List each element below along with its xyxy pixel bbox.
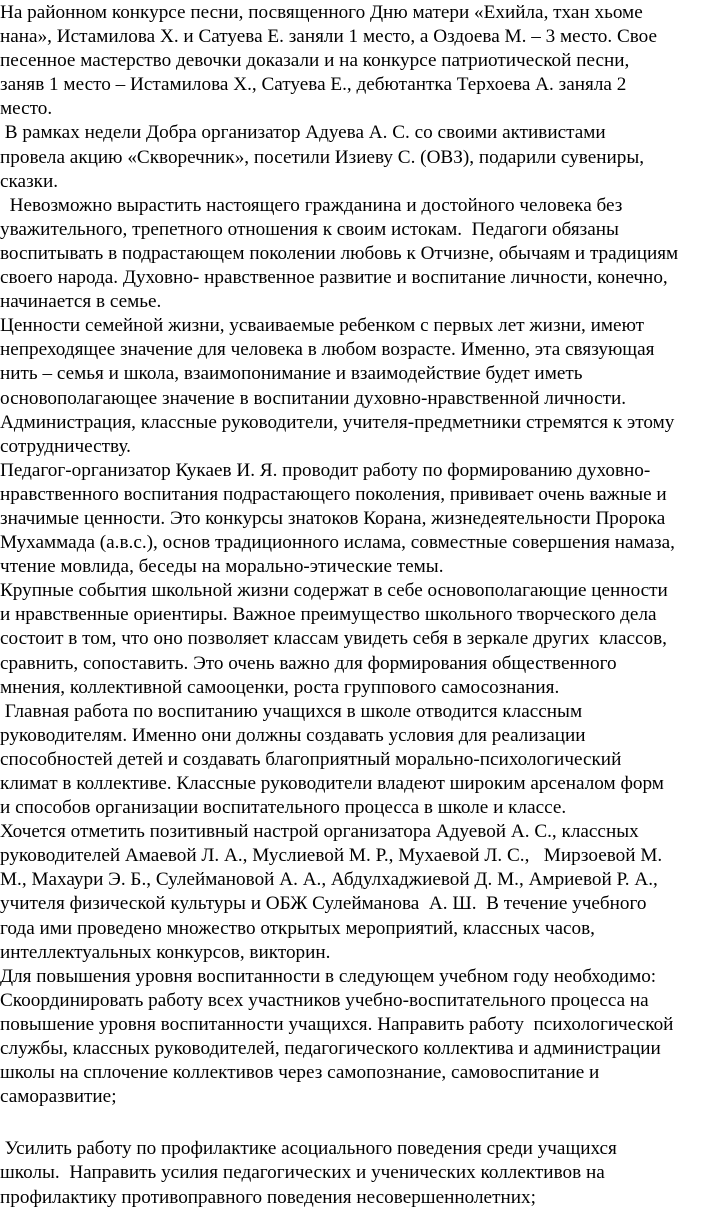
text-line: песенное мастерство девочки доказали и на конкурсе патриотической песни, bbox=[0, 50, 630, 72]
text-line: саморазвитие; bbox=[0, 1086, 117, 1108]
text-line: нравственного воспитания подрастающего поколения, прививает очень важные и bbox=[0, 483, 667, 505]
paragraph-school-events bbox=[0, 579, 704, 699]
text-line: Скоординировать работу всех участников учебно-воспитательного процесса на bbox=[0, 989, 649, 1011]
text-line: профилактику противоправного поведения несовершеннолетних; bbox=[0, 1186, 536, 1208]
text-line: Для повышения уровня воспитанности в следующем учебном году необходимо: bbox=[0, 965, 657, 987]
text-line: значимые ценности. Это конкурсы знатоков Корана, жизнедеятельности Пророка bbox=[0, 507, 666, 529]
text-line: основополагающее значение в воспитании духовно-нравственной личности. bbox=[0, 387, 627, 409]
text-line: школы. Направить усилия педагогических и ученических коллективов на bbox=[0, 1162, 605, 1184]
paragraph-next-year bbox=[0, 965, 704, 1110]
text-line: школы на сплочение коллективов через самопознание, самовоспитание и bbox=[0, 1062, 600, 1084]
text-line: Усилить работу по профилактике асоциального поведения среди учащихся bbox=[0, 1138, 617, 1160]
text-line: климат в коллективе. Классные руководители владеют широким арсеналом форм bbox=[0, 773, 664, 794]
text-line: сотрудничеству. bbox=[0, 435, 131, 457]
text-line: сравнить, сопоставить. Это очень важно для формирования общественного bbox=[0, 652, 617, 674]
text-line: М., Махаури Э. Б., Сулеймановой А. А., Абдулхаджиевой Д. М., Амриевой Р. А., bbox=[0, 869, 658, 891]
text-line: повышение уровня воспитанности учащихся. Направить работу психологической bbox=[0, 1013, 674, 1035]
text-line: Главная работа по воспитанию учащихся в школе отводится классным bbox=[0, 700, 583, 722]
paragraph-prevention bbox=[0, 1137, 704, 1209]
text-line: нить – семья и школа, взаимопонимание и взаимодействие будет иметь bbox=[0, 363, 583, 385]
paragraph-class-teachers bbox=[0, 700, 704, 820]
paragraph-kindness-week bbox=[0, 121, 704, 193]
text-line: своего народа. Духовно- нравственное развитие и воспитание личности, конечно, bbox=[0, 267, 668, 289]
text-line: способностей детей и создавать благоприятный морально-психологический bbox=[0, 748, 622, 770]
text-line: сказки. bbox=[0, 170, 59, 192]
text-line: непреходящее значение для человека в любом возрасте. Именно, эта связующая bbox=[0, 339, 655, 361]
blank-line bbox=[0, 1109, 704, 1137]
text-line: воспитывать в подрастающем поколении любовь к Отчизне, обычаям и традициям bbox=[0, 242, 679, 264]
text-line: учителя физической культуры и ОБЖ Сулейманова А. Ш. В течение учебного bbox=[0, 893, 647, 915]
paragraph-citizen bbox=[0, 194, 704, 314]
text-line: провела акцию «Скворечник», посетили Изиеву С. (ОВЗ), подарили сувениры, bbox=[0, 146, 645, 168]
text-line: интеллектуальных конкурсов, викторин. bbox=[0, 941, 331, 963]
text-line: Ценности семейной жизни, усваиваемые ребенком с первых лет жизни, имеют bbox=[0, 315, 645, 337]
text-line: Мухаммада (а.в.с.), основ традиционного ислама, совместные совершения намаза, bbox=[0, 532, 675, 554]
text-line: руководителей Амаевой Л. А., Муслиевой М. Р., Мухаевой Л. С., Мирзоевой М. bbox=[0, 845, 663, 867]
text-line: службы, классных руководителей, педагогического коллектива и администрации bbox=[0, 1038, 661, 1060]
text-line: и способов организации воспитательного процесса в школе и классе. bbox=[0, 797, 567, 819]
text-line: руководителям. Именно они должны создавать условия для реализации bbox=[0, 724, 586, 746]
document-body bbox=[0, 1, 704, 1210]
text-line: Крупные события школьной жизни содержат в себе основополагающие ценности bbox=[0, 580, 668, 602]
text-line: Хочется отметить позитивный настрой организатора Адуевой А. С., классных bbox=[0, 821, 639, 843]
text-line: Администрация, классные руководители, учителя-предметники стремятся к этому bbox=[0, 411, 675, 433]
text-line: мнения, коллективной самооценки, роста группового самосознания. bbox=[0, 676, 560, 698]
text-line: Педагог-организатор Кукаев И. Я. проводит работу по формированию духовно- bbox=[0, 459, 651, 481]
text-line: место. bbox=[0, 98, 53, 120]
paragraph-kukaev bbox=[0, 459, 704, 579]
text-line: уважительного, трепетного отношения к своим истокам. Педагоги обязаны bbox=[0, 218, 619, 240]
paragraph-family-values bbox=[0, 314, 704, 459]
text-line: заняв 1 место – Истамилова Х., Сатуева Е., дебютантка Терхоева А. заняла 2 bbox=[0, 74, 627, 96]
text-line: нана», Истамилова Х. и Сатуева Е. заняли 1 место, а Оздоева М. – 3 место. Свое bbox=[0, 26, 658, 48]
text-line: и нравственные ориентиры. Важное преимущество школьного творческого дела bbox=[0, 604, 657, 626]
text-line: Невозможно вырастить настоящего гражданина и достойного человека без bbox=[0, 194, 623, 216]
text-line: года ими проведено множество открытых мероприятий, классных часов, bbox=[0, 917, 595, 939]
paragraph-acknowledgement bbox=[0, 820, 704, 965]
text-line: чтение мовлида, беседы на морально-этические темы. bbox=[0, 556, 444, 578]
paragraph-contest bbox=[0, 1, 704, 121]
text-line: На районном конкурсе песни, посвященного Дню матери «Ехийла, тхан хьоме bbox=[0, 2, 643, 23]
text-line: состоит в том, что оно позволяет классам увидеть себя в зеркале других классов, bbox=[0, 628, 667, 650]
text-line: начинается в семье. bbox=[0, 291, 162, 313]
text-line: В рамках недели Добра организатор Адуева А. С. со своими активистами bbox=[0, 122, 606, 144]
